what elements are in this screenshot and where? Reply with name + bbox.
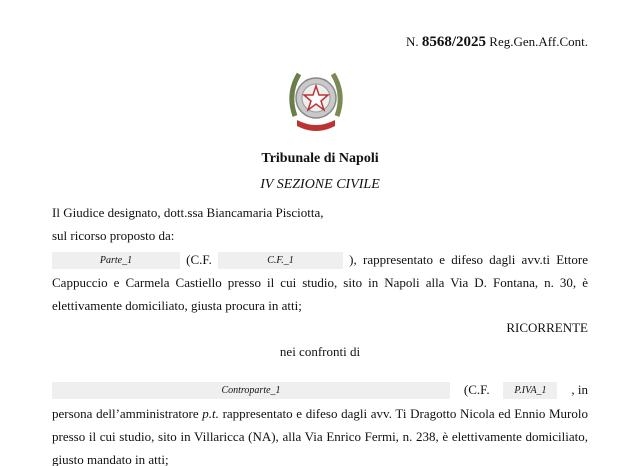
- parte-line-3: elettivamente domiciliato, giusta procura in atti;: [52, 298, 302, 313]
- redacted-parte: Parte_1: [52, 252, 180, 269]
- controparte-line-4: giusto mandato in atti;: [52, 452, 169, 466]
- parte-tail: ), rappresentato e difeso dagli avv.ti Ettore: [349, 252, 588, 267]
- emblem-icon: [285, 64, 347, 136]
- court-title: Tribunale di Napoli: [261, 151, 379, 166]
- judge-line: Il Giudice designato, dott.ssa Biancamaria Pisciotta,: [52, 205, 324, 220]
- controparte-tail: , in: [571, 382, 588, 397]
- redacted-controparte: Controparte_1: [52, 382, 450, 399]
- pt-abbrev: p.t.: [202, 406, 219, 421]
- cf-label-2: (C.F.: [463, 382, 490, 397]
- number-prefix: N.: [405, 34, 419, 49]
- court-section: IV SEZIONE CIVILE: [260, 177, 380, 192]
- case-number: [52, 33, 588, 51]
- cf-label: (C.F.: [186, 252, 212, 267]
- parte-line: [52, 251, 588, 269]
- redacted-cf: C.F._1: [218, 252, 343, 269]
- redacted-piva: P.IVA_1: [503, 382, 557, 399]
- registry-number: 8568/2025: [421, 34, 487, 50]
- registry-label: Reg.Gen.Aff.Cont.: [489, 34, 588, 49]
- confronti-line: nei confronti di: [279, 344, 361, 359]
- controparte-line: [52, 381, 588, 399]
- controparte-line-3: presso il cui studio, sito in Villaricca (NA), alla Via Enrico Fermi, n. 238, è elettivamente domiciliato,: [52, 429, 588, 444]
- ricorso-line: sul ricorso proposto da:: [52, 228, 175, 243]
- parte-line-2: Cappuccio e Carmela Castiello presso il cui studio, sito in Napoli alla Via D. Fontana, n. 30, è: [52, 275, 588, 290]
- text: persona dell’amministratore: [52, 406, 203, 421]
- ricorrente-label: RICORRENTE: [506, 320, 588, 335]
- controparte-line-2: [52, 405, 588, 423]
- text: rappresentato e difeso dagli avv. Ti Dragotto Nicola ed Ennio Murolo: [218, 406, 588, 421]
